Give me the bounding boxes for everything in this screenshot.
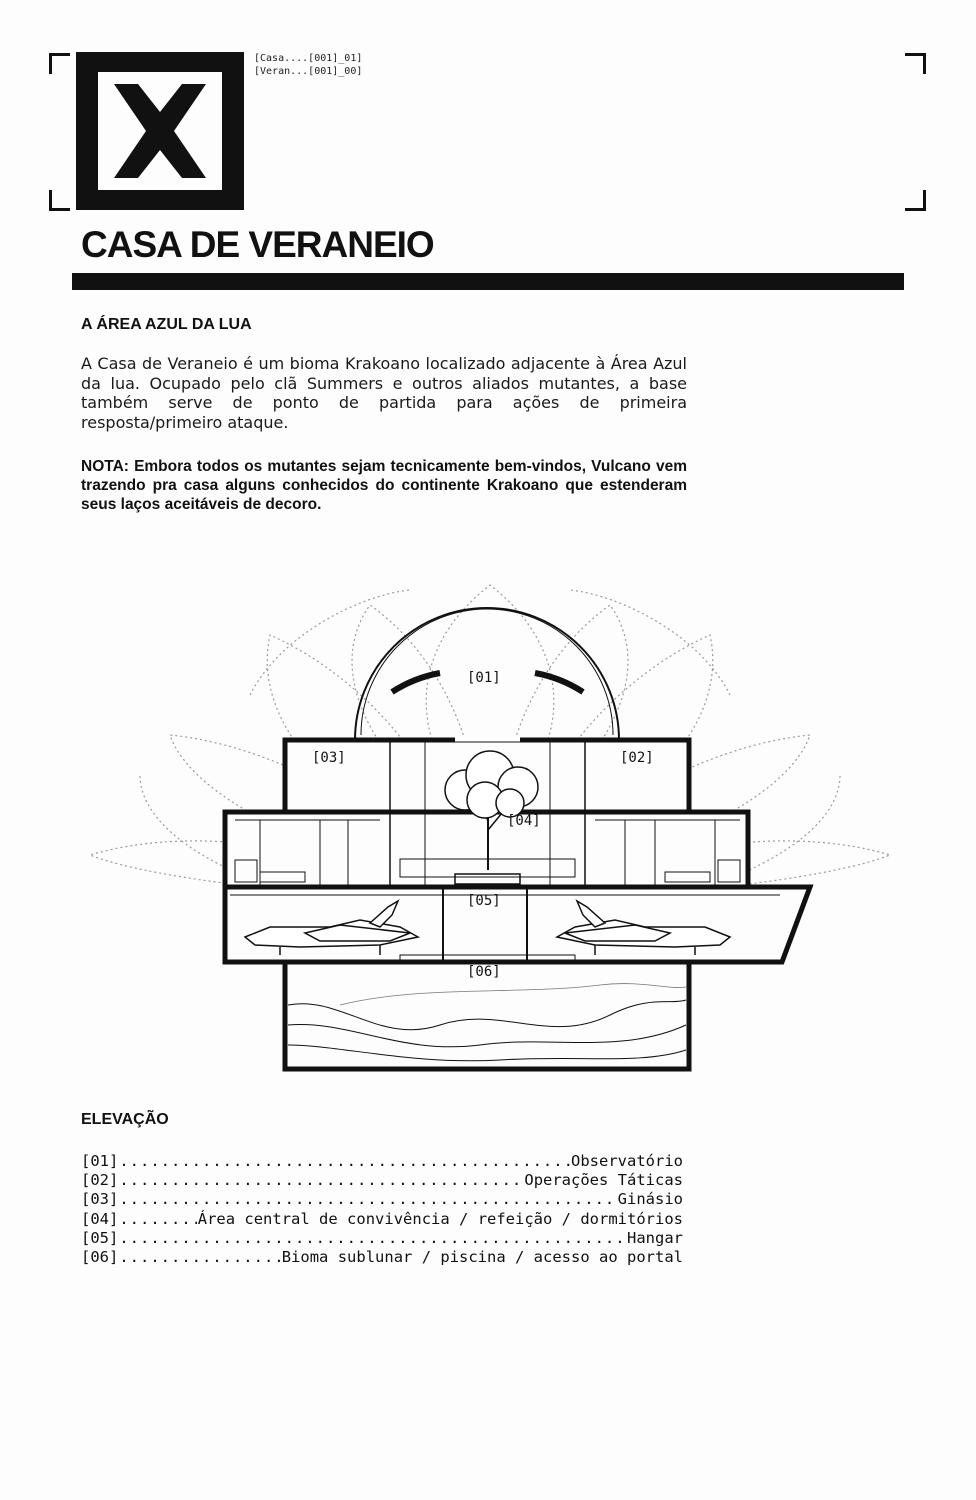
legend-name: Ginásio	[617, 1190, 683, 1209]
legend-code: [01]	[81, 1152, 119, 1170]
page-title: CASA DE VERANEIO	[81, 224, 434, 265]
code-line: [Veran...[001]_00]	[254, 66, 363, 77]
title-rule	[72, 273, 904, 290]
elevation-diagram	[80, 575, 900, 1080]
frame-corner-bottom-left	[49, 190, 70, 211]
section-body: A Casa de Veraneio é um bioma Krakoano localizado adjacente à Área Azul da lua. Ocupado pelo clã Summers e outros aliados mutantes, a base também serve de ponto de partida para ações de primeira resposta/primeiro ataque.	[81, 354, 687, 432]
legend-row	[81, 1248, 683, 1267]
legend-leader-dots	[119, 1248, 280, 1267]
legend-leader-dots	[119, 1229, 626, 1248]
diagram-label-02: [02]	[620, 750, 654, 766]
diagram-label-05: [05]	[467, 893, 501, 909]
legend-leader-dots	[119, 1210, 196, 1229]
code-line: [Casa....[001]_01]	[254, 53, 363, 64]
document-codes	[254, 52, 362, 78]
section-subtitle: A ÁREA AZUL DA LUA	[81, 316, 252, 333]
legend-leader-dots	[119, 1190, 616, 1209]
legend-name: Operações Táticas	[524, 1171, 683, 1190]
legend-row	[81, 1171, 683, 1190]
note-paragraph	[81, 457, 687, 514]
diagram-label-06: [06]	[467, 964, 501, 980]
legend-name: Área central de convivência / refeição / dormitórios	[197, 1209, 683, 1228]
note-text: Embora todos os mutantes sejam tecnicamente bem-vindos, Vulcano vem trazendo pra casa alguns conhecidos do continente Krakoano que estenderam seus laços aceitáveis de decoro.	[81, 458, 687, 513]
diagram-label-04: [04]	[507, 813, 541, 829]
legend-leader-dots	[119, 1171, 523, 1190]
diagram-label-03: [03]	[312, 750, 346, 766]
legend-name: Bioma sublunar / piscina / acesso ao portal	[281, 1248, 683, 1267]
elevation-title: ELEVAÇÃO	[81, 1111, 169, 1128]
legend-code: [03]	[81, 1190, 119, 1209]
legend-leader-dots	[119, 1152, 570, 1171]
legend-code: [05]	[81, 1228, 119, 1247]
diagram-label-01: [01]	[467, 670, 501, 686]
krakoa-x-logo-icon	[76, 52, 244, 210]
legend-name: Observatório	[571, 1152, 683, 1170]
legend-code: [04]	[81, 1209, 119, 1228]
note-label: NOTA:	[81, 458, 129, 475]
legend-row	[81, 1152, 683, 1171]
elevation-legend	[81, 1152, 683, 1267]
frame-corner-top-left	[49, 53, 70, 74]
legend-name: Hangar	[627, 1228, 683, 1247]
legend-row	[81, 1229, 683, 1248]
legend-code: [02]	[81, 1171, 119, 1190]
legend-code: [06]	[81, 1248, 119, 1267]
legend-row	[81, 1210, 683, 1229]
frame-corner-top-right	[905, 53, 926, 74]
legend-row	[81, 1190, 683, 1209]
frame-corner-bottom-right	[905, 190, 926, 211]
